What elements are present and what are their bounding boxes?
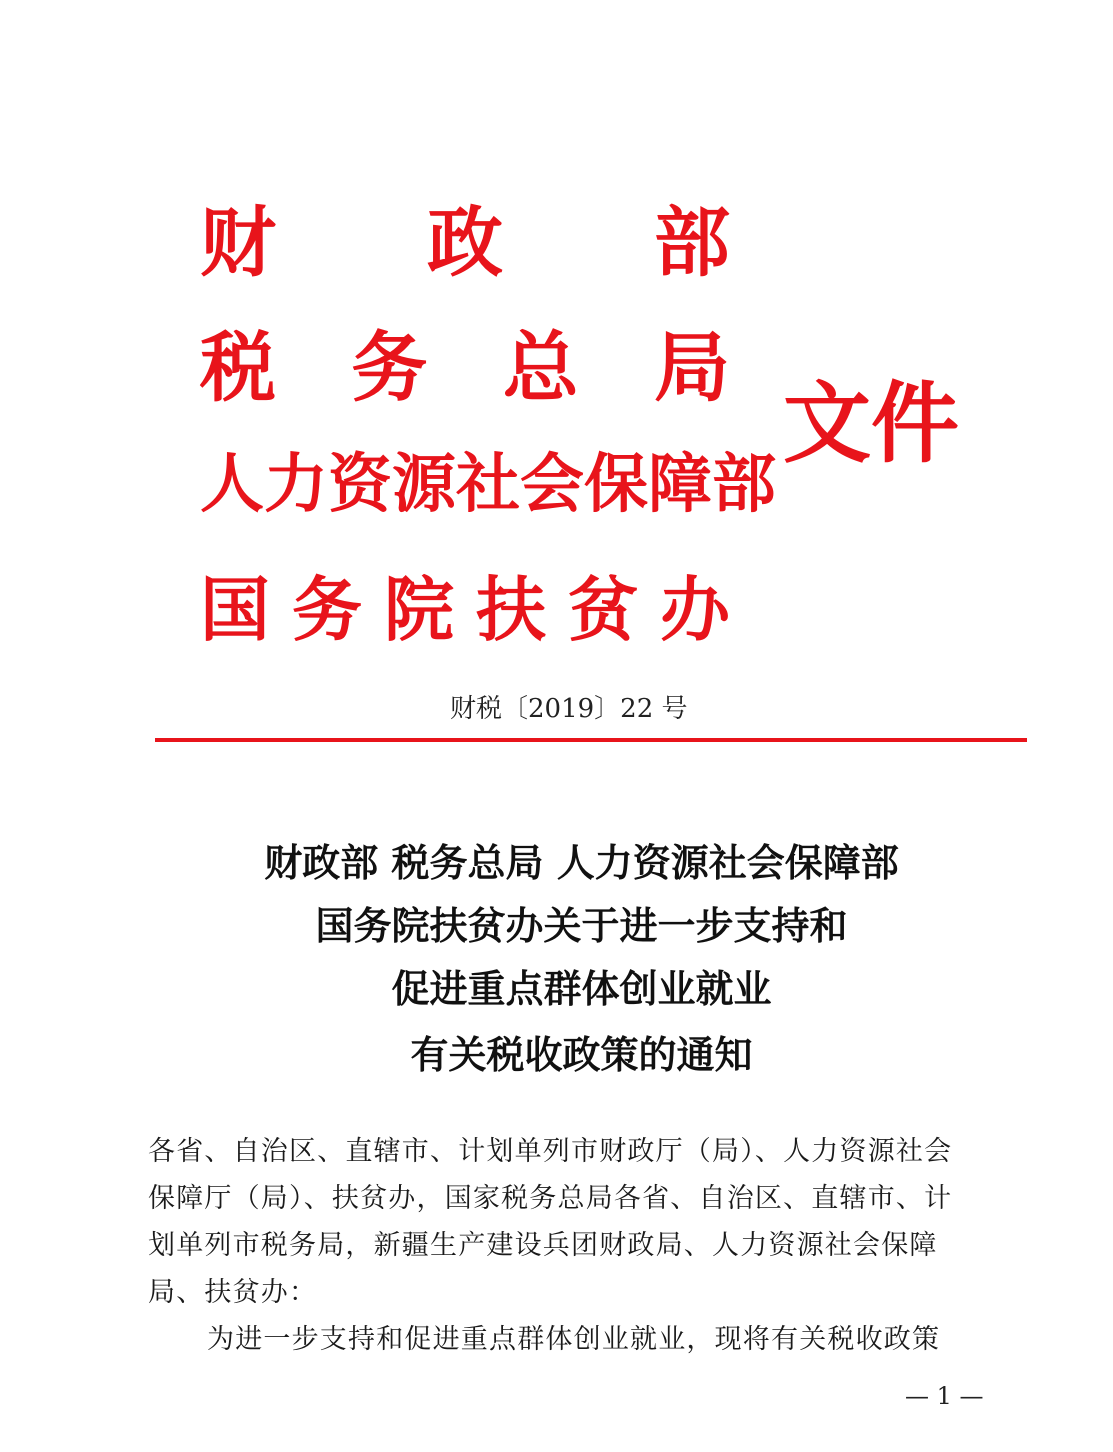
notice-title-line: 促进重点群体创业就业: [391, 966, 772, 1011]
page-number: — 1 —: [905, 1382, 984, 1410]
issuer-poverty-office: [200, 569, 730, 651]
issuer-char: 税: [200, 323, 276, 412]
document-type-label: 文件: [783, 372, 960, 475]
issuer-char: 务: [292, 569, 362, 651]
issuer-char: 贫: [568, 569, 638, 651]
body-text-line: 各省、自治区、直辖市、计划单列市财政厅（局）、人力资源社会: [148, 1136, 953, 1167]
notice-title-line: 财政部 税务总局 人力资源社会保障部: [264, 840, 899, 885]
body-text-line: 划单列市税务局，新疆生产建设兵团财政局、人力资源社会保障: [148, 1230, 938, 1261]
issuer-ministry-of-finance: [200, 198, 730, 287]
body-paragraph-start: 为进一步支持和促进重点群体创业就业，现将有关税收政策: [207, 1324, 941, 1355]
notice-title-line: 有关税收政策的通知: [410, 1032, 753, 1077]
issuer-char: 国: [200, 569, 270, 651]
issuer-tax-administration: [200, 323, 730, 412]
issuer-human-resources: [200, 448, 776, 522]
notice-title-line: 国务院扶贫办关于进一步支持和: [315, 903, 848, 948]
issuer-char: 院: [384, 569, 454, 651]
issuer-char: 财: [200, 198, 276, 287]
issuer-char: 总: [502, 323, 579, 412]
issuer-char: 部: [654, 198, 730, 287]
document-number: 财税〔2019〕22 号: [450, 694, 688, 724]
issuer-char: 政: [427, 198, 503, 287]
body-text-line: 保障厅（局）、扶贫办，国家税务总局各省、自治区、直辖市、计: [148, 1183, 953, 1214]
body-text-line: 局、扶贫办：: [148, 1277, 318, 1308]
red-divider: [155, 738, 1027, 742]
issuer-char: 局: [653, 323, 730, 412]
issuer-text: 人力资源社会保障部: [200, 448, 776, 522]
issuer-char: 办: [660, 569, 730, 651]
issuer-char: 务: [351, 323, 428, 412]
issuer-char: 扶: [476, 569, 546, 651]
